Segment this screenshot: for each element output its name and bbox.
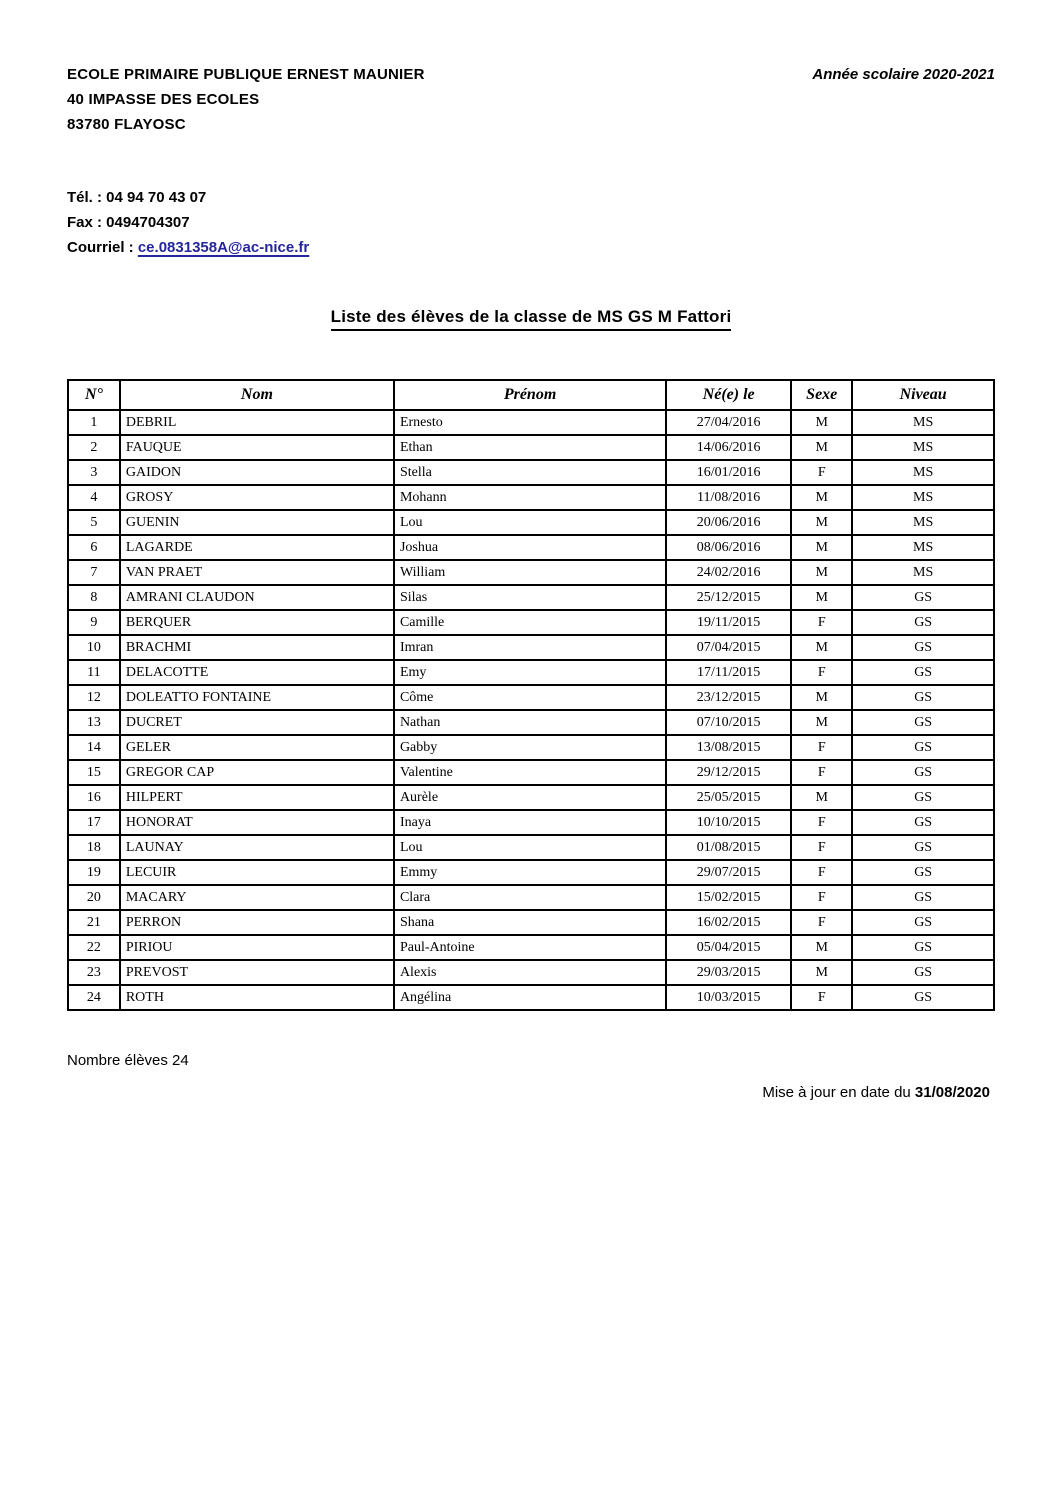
table-cell: M bbox=[791, 685, 852, 710]
table-cell: BRACHMI bbox=[120, 635, 394, 660]
table-cell: 11/08/2016 bbox=[666, 485, 791, 510]
table-cell: 27/04/2016 bbox=[666, 410, 791, 435]
table-cell: AMRANI CLAUDON bbox=[120, 585, 394, 610]
table-cell: GS bbox=[852, 785, 994, 810]
table-cell: GS bbox=[852, 635, 994, 660]
table-row bbox=[68, 710, 994, 735]
table-cell: Angélina bbox=[394, 985, 666, 1010]
table-cell: 14 bbox=[68, 735, 120, 760]
header-top-row bbox=[67, 62, 995, 87]
table-cell: F bbox=[791, 610, 852, 635]
table-row bbox=[68, 460, 994, 485]
table-cell: PERRON bbox=[120, 910, 394, 935]
table-cell: GS bbox=[852, 860, 994, 885]
table-cell: 23/12/2015 bbox=[666, 685, 791, 710]
table-cell: ROTH bbox=[120, 985, 394, 1010]
table-cell: GELER bbox=[120, 735, 394, 760]
table-cell: 05/04/2015 bbox=[666, 935, 791, 960]
table-cell: F bbox=[791, 460, 852, 485]
table-row bbox=[68, 485, 994, 510]
table-cell: M bbox=[791, 960, 852, 985]
table-body bbox=[68, 410, 994, 1010]
table-cell: 15 bbox=[68, 760, 120, 785]
table-cell: 29/07/2015 bbox=[666, 860, 791, 885]
table-cell: 07/10/2015 bbox=[666, 710, 791, 735]
col-header-niveau: Niveau bbox=[852, 380, 994, 410]
table-cell: M bbox=[791, 435, 852, 460]
table-row bbox=[68, 610, 994, 635]
table-cell: MS bbox=[852, 485, 994, 510]
table-cell: M bbox=[791, 585, 852, 610]
table-cell: 1 bbox=[68, 410, 120, 435]
table-cell: 17 bbox=[68, 810, 120, 835]
table-row bbox=[68, 410, 994, 435]
table-cell: 07/04/2015 bbox=[666, 635, 791, 660]
table-cell: GREGOR CAP bbox=[120, 760, 394, 785]
table-cell: F bbox=[791, 835, 852, 860]
students-table bbox=[67, 379, 995, 1011]
contact-block bbox=[67, 185, 995, 260]
table-cell: 19/11/2015 bbox=[666, 610, 791, 635]
table-cell: Clara bbox=[394, 885, 666, 910]
table-cell: Imran bbox=[394, 635, 666, 660]
table-cell: GS bbox=[852, 710, 994, 735]
email-label: Courriel : bbox=[67, 239, 138, 256]
table-cell: F bbox=[791, 760, 852, 785]
table-cell: GUENIN bbox=[120, 510, 394, 535]
table-cell: Lou bbox=[394, 510, 666, 535]
table-cell: Emy bbox=[394, 660, 666, 685]
table-cell: Mohann bbox=[394, 485, 666, 510]
table-cell: Stella bbox=[394, 460, 666, 485]
page-title: Liste des élèves de la classe de MS GS M Fattori bbox=[331, 307, 732, 331]
table-cell: Ethan bbox=[394, 435, 666, 460]
table-cell: 13/08/2015 bbox=[666, 735, 791, 760]
table-cell: GS bbox=[852, 685, 994, 710]
table-cell: 7 bbox=[68, 560, 120, 585]
table-cell: 20/06/2016 bbox=[666, 510, 791, 535]
table-cell: 25/12/2015 bbox=[666, 585, 791, 610]
table-cell: 13 bbox=[68, 710, 120, 735]
table-cell: M bbox=[791, 785, 852, 810]
table-row bbox=[68, 860, 994, 885]
col-header-prenom: Prénom bbox=[394, 380, 666, 410]
table-cell: F bbox=[791, 985, 852, 1010]
school-address: 40 IMPASSE DES ECOLES bbox=[67, 91, 260, 108]
table-cell: GS bbox=[852, 985, 994, 1010]
table-cell: GS bbox=[852, 935, 994, 960]
table-cell: GS bbox=[852, 910, 994, 935]
table-cell: M bbox=[791, 535, 852, 560]
table-cell: M bbox=[791, 560, 852, 585]
table-cell: 12 bbox=[68, 685, 120, 710]
table-row bbox=[68, 585, 994, 610]
table-row bbox=[68, 535, 994, 560]
table-cell: DOLEATTO FONTAINE bbox=[120, 685, 394, 710]
table-cell: M bbox=[791, 510, 852, 535]
table-cell: MS bbox=[852, 435, 994, 460]
table-cell: 9 bbox=[68, 610, 120, 635]
table-cell: Paul-Antoine bbox=[394, 935, 666, 960]
table-cell: 11 bbox=[68, 660, 120, 685]
table-cell: GS bbox=[852, 835, 994, 860]
table-cell: GS bbox=[852, 810, 994, 835]
table-cell: 16/01/2016 bbox=[666, 460, 791, 485]
table-cell: LAUNAY bbox=[120, 835, 394, 860]
table-cell: 29/12/2015 bbox=[666, 760, 791, 785]
table-cell: 18 bbox=[68, 835, 120, 860]
table-cell: LECUIR bbox=[120, 860, 394, 885]
table-cell: 14/06/2016 bbox=[666, 435, 791, 460]
table-cell: Côme bbox=[394, 685, 666, 710]
table-cell: MS bbox=[852, 460, 994, 485]
table-cell: Silas bbox=[394, 585, 666, 610]
table-cell: 29/03/2015 bbox=[666, 960, 791, 985]
table-cell: Camille bbox=[394, 610, 666, 635]
table-cell: LAGARDE bbox=[120, 535, 394, 560]
table-cell: MACARY bbox=[120, 885, 394, 910]
table-row bbox=[68, 560, 994, 585]
table-cell: DUCRET bbox=[120, 710, 394, 735]
table-cell: M bbox=[791, 935, 852, 960]
table-cell: MS bbox=[852, 535, 994, 560]
table-header-row bbox=[68, 380, 994, 410]
table-cell: F bbox=[791, 910, 852, 935]
school-city: 83780 FLAYOSC bbox=[67, 116, 186, 133]
table-cell: 4 bbox=[68, 485, 120, 510]
table-row bbox=[68, 885, 994, 910]
table-cell: MS bbox=[852, 560, 994, 585]
table-cell: 25/05/2015 bbox=[666, 785, 791, 810]
table-row bbox=[68, 935, 994, 960]
table-cell: 23 bbox=[68, 960, 120, 985]
table-row bbox=[68, 785, 994, 810]
email-link[interactable]: ce.0831358A@ac-nice.fr bbox=[137, 239, 310, 256]
table-cell: Aurèle bbox=[394, 785, 666, 810]
col-header-sexe: Sexe bbox=[791, 380, 852, 410]
table-cell: 20 bbox=[68, 885, 120, 910]
table-cell: Inaya bbox=[394, 810, 666, 835]
table-cell: 16 bbox=[68, 785, 120, 810]
table-cell: Gabby bbox=[394, 735, 666, 760]
table-row bbox=[68, 685, 994, 710]
table-cell: Shana bbox=[394, 910, 666, 935]
table-cell: Emmy bbox=[394, 860, 666, 885]
table-cell: 6 bbox=[68, 535, 120, 560]
table-row bbox=[68, 510, 994, 535]
table-cell: 5 bbox=[68, 510, 120, 535]
table-cell: GS bbox=[852, 735, 994, 760]
table-cell: 3 bbox=[68, 460, 120, 485]
table-cell: VAN PRAET bbox=[120, 560, 394, 585]
table-cell: 15/02/2015 bbox=[666, 885, 791, 910]
phone-line: Tél. : 04 94 70 43 07 bbox=[67, 189, 207, 206]
col-header-nom: Nom bbox=[120, 380, 394, 410]
table-cell: FAUQUE bbox=[120, 435, 394, 460]
school-name: ECOLE PRIMAIRE PUBLIQUE ERNEST MAUNIER bbox=[67, 66, 425, 83]
table-cell: GS bbox=[852, 960, 994, 985]
table-cell: 10 bbox=[68, 635, 120, 660]
table-cell: GS bbox=[852, 660, 994, 685]
table-row bbox=[68, 960, 994, 985]
table-row bbox=[68, 985, 994, 1010]
table-cell: GS bbox=[852, 760, 994, 785]
updated-line bbox=[67, 1083, 995, 1103]
table-row bbox=[68, 810, 994, 835]
table-cell: PIRIOU bbox=[120, 935, 394, 960]
table-cell: HONORAT bbox=[120, 810, 394, 835]
table-cell: 10/10/2015 bbox=[666, 810, 791, 835]
table-cell: GS bbox=[852, 885, 994, 910]
table-cell: F bbox=[791, 735, 852, 760]
table-cell: Nathan bbox=[394, 710, 666, 735]
col-header-num: N° bbox=[68, 380, 120, 410]
table-row bbox=[68, 635, 994, 660]
table-cell: 08/06/2016 bbox=[666, 535, 791, 560]
table-cell: 16/02/2015 bbox=[666, 910, 791, 935]
table-cell: 24/02/2016 bbox=[666, 560, 791, 585]
table-cell: Valentine bbox=[394, 760, 666, 785]
table-cell: M bbox=[791, 635, 852, 660]
email-line bbox=[67, 235, 995, 260]
table-cell: 22 bbox=[68, 935, 120, 960]
table-cell: HILPERT bbox=[120, 785, 394, 810]
table-cell: Alexis bbox=[394, 960, 666, 985]
table-cell: GAIDON bbox=[120, 460, 394, 485]
table-cell: F bbox=[791, 860, 852, 885]
updated-label: Mise à jour en date du bbox=[762, 1084, 915, 1101]
table-cell: BERQUER bbox=[120, 610, 394, 635]
table-cell: William bbox=[394, 560, 666, 585]
updated-date: 31/08/2020 bbox=[914, 1084, 990, 1101]
table-row bbox=[68, 735, 994, 760]
student-count: Nombre élèves 24 bbox=[67, 1052, 189, 1069]
table-cell: 24 bbox=[68, 985, 120, 1010]
table-cell: Ernesto bbox=[394, 410, 666, 435]
table-cell: M bbox=[791, 485, 852, 510]
table-cell: M bbox=[791, 410, 852, 435]
table-row bbox=[68, 660, 994, 685]
table-cell: GS bbox=[852, 610, 994, 635]
table-cell: 19 bbox=[68, 860, 120, 885]
table-cell: GS bbox=[852, 585, 994, 610]
table-cell: F bbox=[791, 885, 852, 910]
col-header-ne-le: Né(e) le bbox=[666, 380, 791, 410]
table-cell: 8 bbox=[68, 585, 120, 610]
table-row bbox=[68, 760, 994, 785]
table-cell: Lou bbox=[394, 835, 666, 860]
table-cell: DEBRIL bbox=[120, 410, 394, 435]
table-cell: 17/11/2015 bbox=[666, 660, 791, 685]
title-wrap bbox=[67, 307, 995, 331]
table-cell: GROSY bbox=[120, 485, 394, 510]
table-row bbox=[68, 835, 994, 860]
table-cell: PREVOST bbox=[120, 960, 394, 985]
fax-line: Fax : 0494704307 bbox=[67, 214, 190, 231]
table-cell: MS bbox=[852, 510, 994, 535]
table-cell: F bbox=[791, 810, 852, 835]
table-cell: 21 bbox=[68, 910, 120, 935]
table-row bbox=[68, 910, 994, 935]
table-cell: M bbox=[791, 710, 852, 735]
table-cell: 2 bbox=[68, 435, 120, 460]
school-year: Année scolaire 2020-2021 bbox=[812, 66, 995, 83]
table-row bbox=[68, 435, 994, 460]
table-cell: 10/03/2015 bbox=[666, 985, 791, 1010]
table-cell: DELACOTTE bbox=[120, 660, 394, 685]
table-cell: Joshua bbox=[394, 535, 666, 560]
table-cell: F bbox=[791, 660, 852, 685]
table-cell: 01/08/2015 bbox=[666, 835, 791, 860]
table-cell: MS bbox=[852, 410, 994, 435]
